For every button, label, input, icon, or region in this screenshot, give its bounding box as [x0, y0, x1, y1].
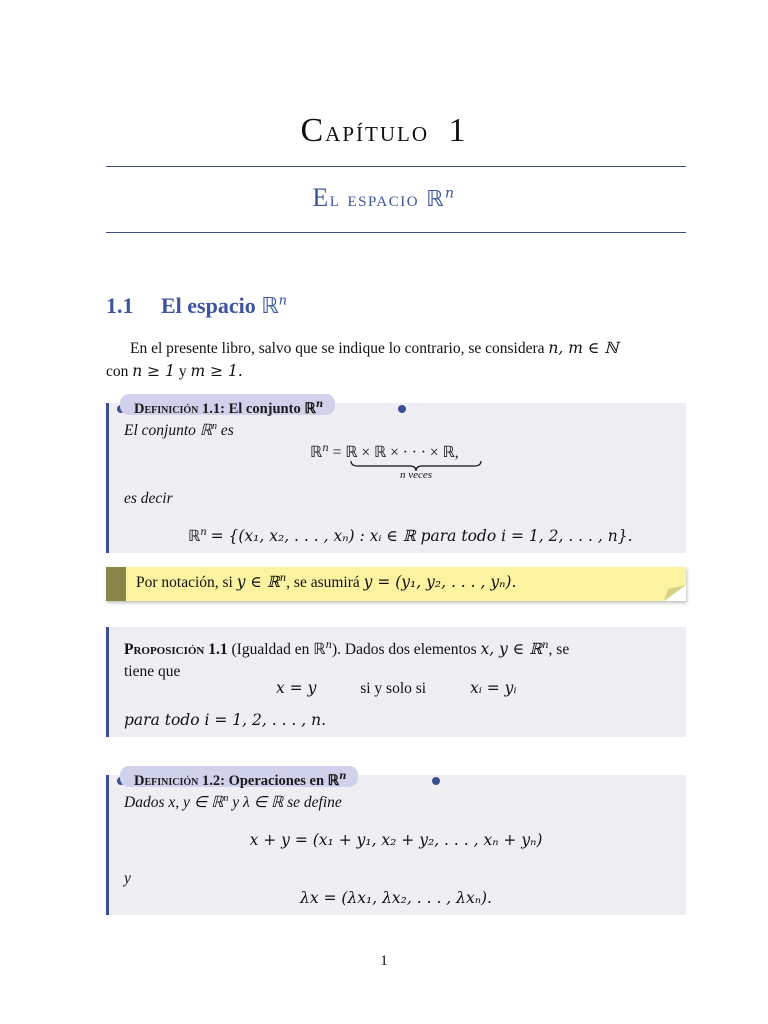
definition-2-lead-exp: n	[223, 793, 229, 804]
section-title-math: ℝ	[261, 293, 279, 318]
intro-math1: n, m ∈ ℕ	[548, 339, 619, 357]
section-title-exp: n	[278, 293, 288, 309]
definition-1-lead	[124, 421, 234, 440]
tab-dot-right	[398, 405, 406, 413]
proposition-bar	[106, 627, 109, 737]
chapter-label-initial: C	[300, 112, 326, 149]
definition-1-es-decir: es decir	[124, 490, 173, 507]
note-bar	[106, 567, 126, 601]
proposition-text1: Dados dos elementos	[344, 641, 477, 659]
underbrace-label: n veces	[399, 469, 433, 481]
definition-2-eq2-text: λx = (λx₁, λx₂, . . . , λxₙ).	[300, 889, 492, 907]
chapter-subtitle-rest: l espacio	[329, 186, 420, 211]
page-fold-icon	[664, 585, 686, 601]
definition-2-lead-end: y λ ∈ ℝ se define	[232, 794, 342, 812]
definition-1-lead-exp: n	[212, 421, 218, 432]
intro-connector: y	[178, 363, 187, 380]
chapter-title	[0, 112, 768, 150]
proposition-eq-right: xᵢ = yᵢ	[469, 679, 517, 697]
chapter-number: 1	[448, 112, 468, 149]
definition-1-title: El conjunto ℝ	[228, 400, 316, 417]
proposition-math1: x, y ∈ ℝ	[480, 640, 543, 659]
note-text	[136, 573, 516, 592]
definition-1-eq2	[188, 527, 633, 546]
definition-2-eq1-text: x + y = (x₁ + y₁, x₂ + y₂, . . . , xₙ + yₙ)	[249, 831, 543, 849]
chapter-subtitle	[0, 183, 768, 213]
definition-1-eq2-lhs-exp: n	[200, 527, 207, 538]
intro-paragraph	[106, 337, 688, 383]
intro-math2: n ≥ 1	[132, 362, 175, 380]
definition-1-bar	[106, 403, 109, 553]
chapter-label-rest: apítulo	[325, 115, 429, 148]
proposition-eq-mid: si y solo si	[360, 680, 427, 697]
proposition-text	[124, 635, 679, 683]
notation-note	[106, 567, 686, 601]
chapter-top-rule	[106, 166, 686, 167]
note-text-mid: , se asumirá	[286, 574, 360, 592]
proposition-paren-exp: n	[325, 640, 332, 651]
definition-1-eq1-lhs: ℝ	[310, 444, 323, 462]
definition-2-box	[106, 771, 686, 915]
proposition-paren-end: ).	[332, 641, 342, 659]
note-math1-exp: n	[279, 573, 287, 584]
chapter-bottom-rule	[106, 232, 686, 233]
definition-1-eq2-lhs: ℝ	[188, 528, 201, 546]
definition-1-lead-end: es	[220, 422, 234, 440]
definition-2-label: Definición 1.2:	[134, 772, 225, 789]
definition-1-tab	[120, 394, 335, 415]
definition-1-eq1-rhs: = ℝ × ℝ × · · · × ℝ,	[332, 444, 459, 462]
section-number: 1.1	[106, 293, 134, 318]
proposition-final-text: para todo i = 1, 2, . . . , n.	[124, 711, 327, 729]
proposition-label: Proposición 1.1	[124, 641, 228, 659]
proposition-math1-exp: n	[542, 640, 549, 651]
definition-2-tab	[120, 766, 358, 787]
intro-line1: En el presente libro, salvo que se indique lo contrario, se considera	[130, 340, 545, 357]
definition-2-lead-text: Dados x, y ∈ ℝ	[124, 794, 224, 812]
definition-2-lead	[124, 793, 342, 812]
chapter-subtitle-exp: n	[445, 185, 456, 202]
proposition-eq-left: x = y	[276, 679, 317, 697]
proposition-text2: tiene que	[124, 663, 181, 681]
page-number: 1	[380, 953, 388, 969]
definition-1-eq1-lhs-exp: n	[322, 443, 329, 454]
section-title	[106, 293, 287, 319]
definition-2-title: Operaciones en ℝ	[228, 772, 340, 789]
intro-line2-prefix: con	[106, 363, 129, 380]
proposition-final	[124, 711, 326, 730]
definition-2-eq1	[106, 831, 686, 850]
section-title-text: El espacio	[161, 293, 256, 318]
intro-math3: m ≥ 1.	[190, 362, 243, 380]
note-text-prefix: Por notación, si	[136, 574, 233, 592]
proposition-text1-end: , se	[548, 641, 570, 659]
definition-1-label: Definición 1.1:	[134, 400, 225, 417]
definition-2-eq2	[106, 889, 686, 908]
definition-1-title-exp: n	[315, 399, 324, 410]
note-math2: y = (y₁, y₂, . . . , yₙ).	[363, 573, 517, 592]
definition-2-y: y	[124, 870, 131, 887]
definition-1-lead-text: El conjunto ℝ	[124, 422, 213, 440]
proposition-paren: (Igualdad en ℝ	[231, 641, 326, 659]
note-math1: y ∈ ℝ	[236, 573, 280, 592]
definition-1-eq2-rhs: = {(x₁, x₂, . . . , xₙ) : xᵢ ∈ ℝ para todo i = 1, 2, . . . , n}.	[210, 527, 633, 546]
chapter-subtitle-math: ℝ	[426, 186, 446, 211]
proposition-equation	[276, 679, 517, 698]
definition-2-title-exp: n	[339, 771, 347, 782]
tab2-dot-right	[432, 777, 440, 785]
definition-1-box	[106, 399, 686, 553]
proposition-box	[106, 627, 686, 737]
chapter-subtitle-initial: E	[312, 183, 330, 212]
